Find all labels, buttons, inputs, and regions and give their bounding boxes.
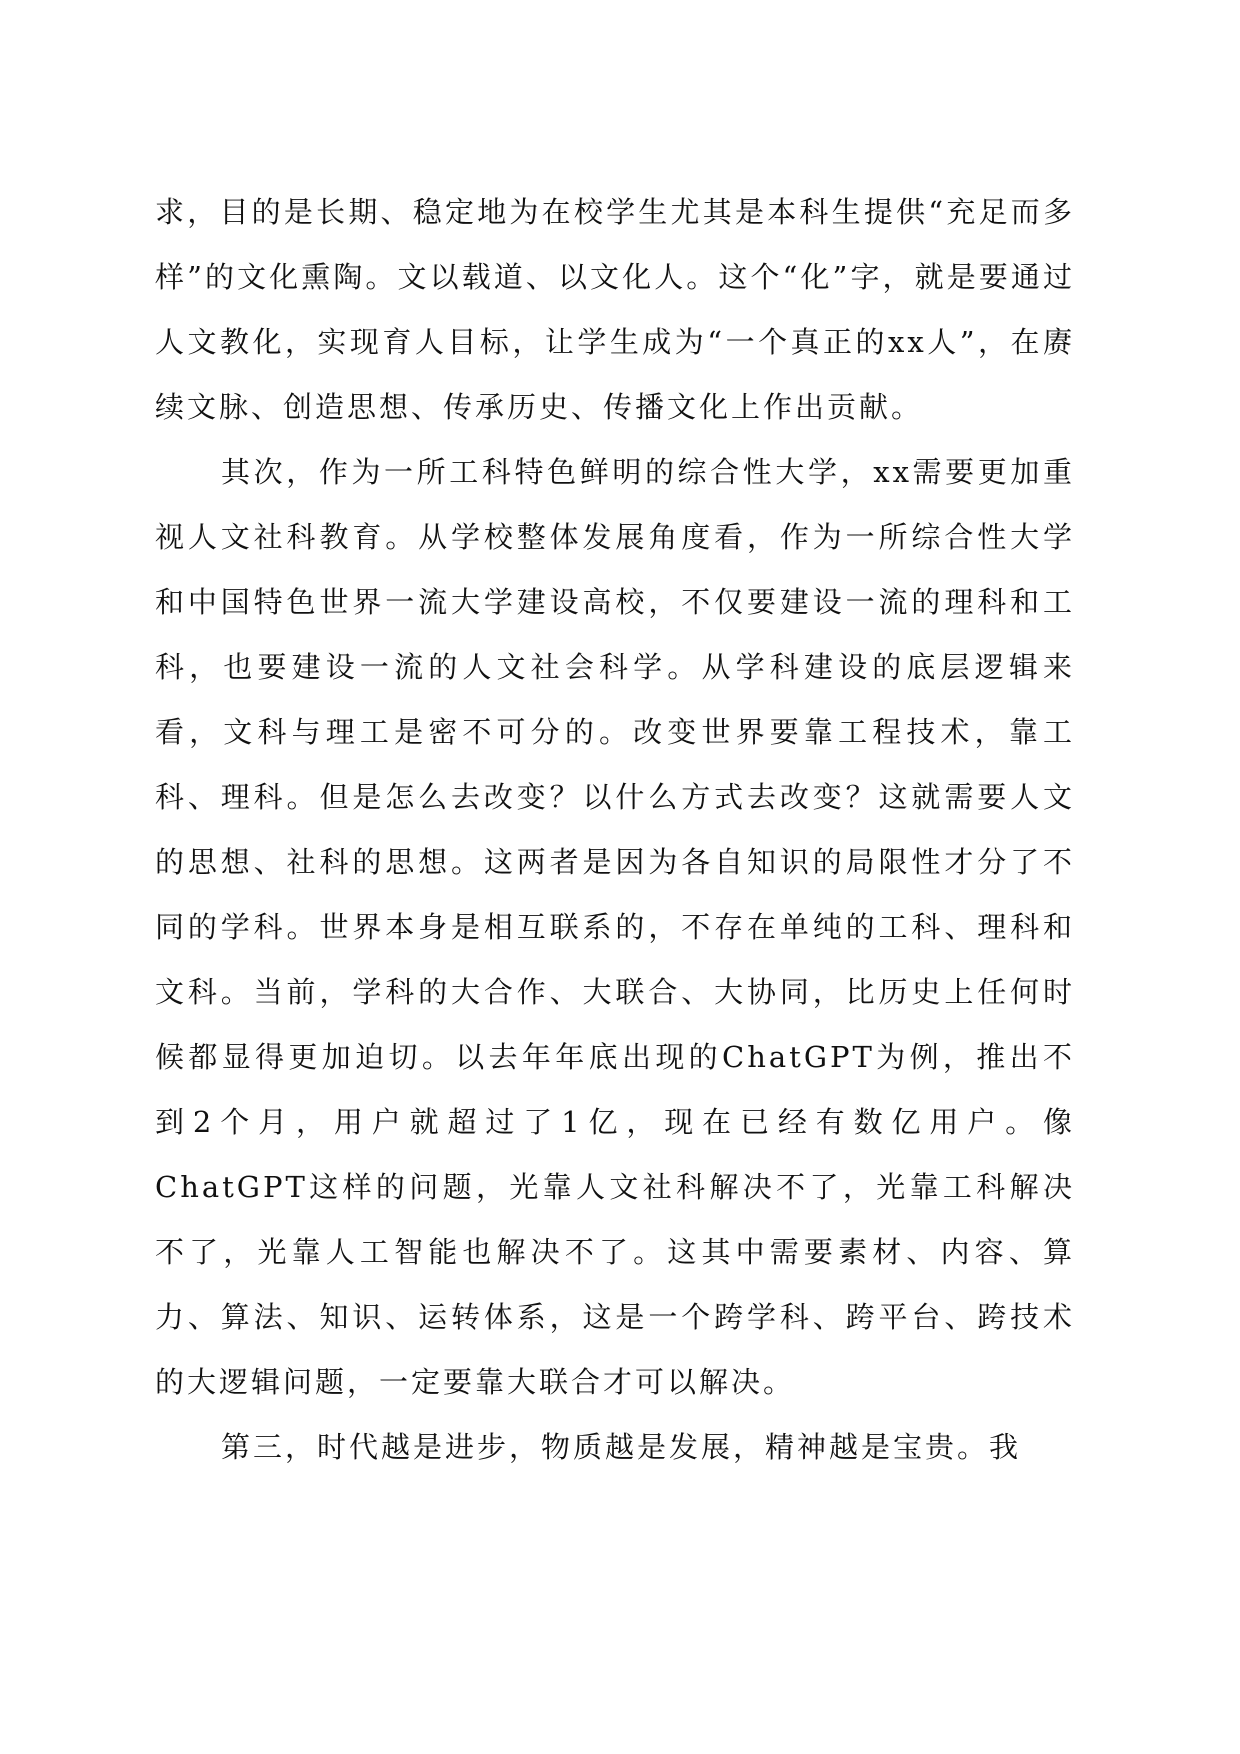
document-body [155, 180, 1075, 1480]
paragraph-second-point: 其次，作为一所工科特色鲜明的综合性大学，xx需要更加重视人文社科教育。从学校整体发展角度看，作为一所综合性大学和中国特色世界一流大学建设高校，不仅要建设一流的理科和工科，也要建设一流的人文社会科学。从学科建设的底层逻辑来看，文科与理工是密不可分的。改变世界要靠工程技术，靠工科、理科。但是怎么去改变？以什么方式去改变？这就需要人文的思想、社科的思想。这两者是因为各自知识的局限性才分了不同的学科。世界本身是相互联系的，不存在单纯的工科、理科和文科。当前，学科的大合作、大联合、大协同，比历史上任何时候都显得更加迫切。以去年年底出现的ChatGPT为例，推出不到2个月，用户就超过了1亿，现在已经有数亿用户。像ChatGPT这样的问题，光靠人文社科解决不了，光靠工科解决不了，光靠人工智能也解决不了。这其中需要素材、内容、算力、算法、知识、运转体系，这是一个跨学科、跨平台、跨技术的大逻辑问题，一定要靠大联合才可以解决。 [155, 455, 1075, 1399]
paragraph-continuation: 求，目的是长期、稳定地为在校学生尤其是本科生提供“充足而多样”的文化熏陶。文以载道、以文化人。这个“化”字，就是要通过人文教化，实现育人目标，让学生成为“一个真正的xx人”，在赓续文脉、创造思想、传承历史、传播文化上作出贡献。 [155, 195, 1075, 424]
paragraph-third-point: 第三，时代越是进步，物质越是发展，精神越是宝贵。我 [221, 1430, 1022, 1464]
